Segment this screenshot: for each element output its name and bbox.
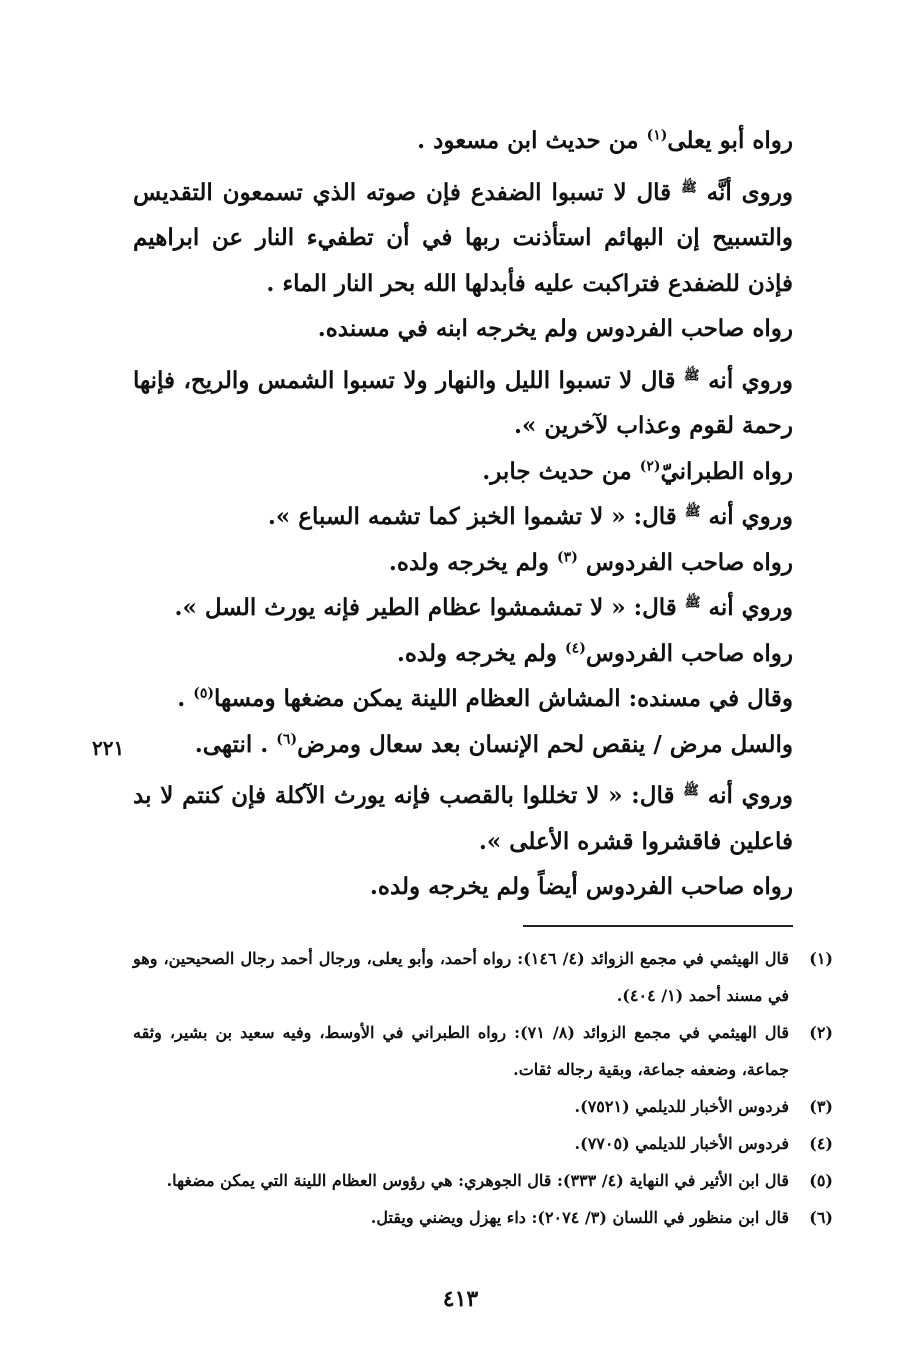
text: وروي أنه	[700, 594, 793, 621]
text: وقال في مسنده: المشاش العظام اللينة يمكن مضغها ومسها	[214, 685, 793, 712]
text: قال: « لا تشموا الخبز كما تشمه السباع ».	[267, 503, 685, 530]
salawat-glyph: ﷺ	[684, 504, 701, 520]
paragraph-5	[133, 449, 793, 495]
footnote-text: فردوس الأخبار للديلمي (٧٧٠٥).	[574, 1134, 789, 1153]
text: . انتهى.	[194, 730, 277, 758]
footnote-text: قال ابن الأثير في النهاية (٤/ ٣٣٣): قال الجوهري: هي رؤوس العظام اللينة التي يمكن مضغها.	[166, 1171, 789, 1190]
footnote-item	[133, 940, 833, 1014]
footnote-text: قال الهيثمي في مجمع الزوائد (٤/ ١٤٦): رواه أحمد، وأبو يعلى، ورجال أحمد رجال الصحيحين، وهو في مسند أحمد (١/ ٤٠٤).	[133, 949, 790, 1005]
footnote-ref-6[interactable]: (٦)	[276, 730, 298, 747]
footnote-text: قال ابن منظور في اللسان (٣/ ٢٠٧٤): داء يهزل ويضني ويقتل.	[370, 1208, 789, 1227]
paragraph-13	[133, 864, 793, 910]
text: من حديث ابن مسعود .	[417, 127, 647, 154]
footnote-ref-5[interactable]: (٥)	[193, 685, 214, 702]
text: قال لا تسبوا الضفدع فإن صوته الذي تسمعون التقديس والتسبيح إن البهائم استأذنت ربها في أن تطفيء النار عن ابراهيم فإذن للضفدع فتراكبت عليه فأبدلها الله بحر النار الماء .	[133, 178, 793, 297]
text: قال: « لا تخللوا بالقصب فإنه يورث الآكلة فإن كنتم لا بد فاعلين فاقشروا قشره الأعلى ».	[133, 782, 793, 855]
footnote-ref-4[interactable]: (٤)	[565, 639, 586, 656]
text: وروي أنه	[699, 366, 793, 394]
paragraph-7	[133, 540, 793, 586]
text: وروى أنَّه	[696, 178, 793, 206]
footnote-ref-3[interactable]: (٣)	[557, 548, 578, 565]
footnote-text: قال الهيثمي في مجمع الزوائد (٨/ ٧١): رواه الطبراني في الأوسط، وفيه سعيد بن بشير، وثقه جماعة، وضعفه جماعة، وبقية رجاله ثقات.	[133, 1023, 789, 1079]
footnote-ref-1[interactable]: (١)	[646, 127, 668, 144]
footnote-item	[133, 1162, 833, 1199]
text: وروي أنه	[698, 782, 794, 809]
text: رواه صاحب الفردوس أيضاً ولم يخرجه ولده.	[369, 873, 793, 900]
main-text-body	[133, 118, 793, 910]
page-number: ٤١٣	[442, 1286, 479, 1312]
text: رواه صاحب الفردوس ولم يخرجه ابنه في مسنده.	[317, 315, 793, 342]
footnote-item	[133, 1088, 833, 1125]
footnote-number: (٣)	[809, 1097, 833, 1116]
paragraph-6	[133, 494, 793, 540]
paragraph-8	[133, 585, 793, 631]
footnote-item	[133, 1125, 833, 1162]
text: من حديث جابر.	[482, 457, 640, 485]
paragraph-9	[133, 631, 793, 677]
footnote-number: (٦)	[809, 1208, 833, 1227]
footnote-separator	[523, 925, 793, 927]
text: رواه صاحب الفردوس	[577, 548, 793, 576]
text: ولم يخرجه ولده.	[388, 548, 558, 576]
text: والسل مرض / ينقص لحم الإنسان بعد سعال ومرض	[297, 730, 793, 758]
footnote-item	[133, 1014, 833, 1088]
text: رواه صاحب الفردوس	[585, 639, 793, 667]
margin-page-reference: ٢٢١	[92, 736, 125, 760]
text: ولم يخرجه ولده.	[396, 639, 566, 667]
text: قال لا تسبوا الليل والنهار ولا تسبوا الشمس والريح، فإنها رحمة لقوم وعذاب لآخرين ».	[133, 366, 793, 439]
text: .	[177, 685, 194, 712]
footnote-text: فردوس الأخبار للديلمي (٧٥٢١).	[574, 1097, 789, 1116]
paragraph-2	[133, 170, 793, 307]
text: رواه أبو يعلى	[667, 127, 793, 154]
salawat-glyph: ﷺ	[683, 367, 700, 383]
footnote-number: (٤)	[809, 1134, 833, 1153]
paragraph-1	[133, 118, 793, 164]
footnote-number: (٥)	[809, 1171, 833, 1190]
paragraph-12	[133, 773, 793, 864]
paragraph-3	[133, 306, 793, 352]
footnote-ref-2[interactable]: (٢)	[639, 457, 661, 474]
paragraph-4	[133, 358, 793, 449]
footnote-number: (١)	[809, 949, 833, 968]
footnotes-section	[133, 940, 833, 1236]
footnote-item	[133, 1199, 833, 1236]
text: رواه الطبرانيّ	[660, 457, 793, 485]
footnote-number: (٢)	[809, 1023, 833, 1042]
paragraph-11	[133, 722, 793, 768]
paragraph-10	[133, 676, 793, 722]
salawat-glyph: ﷺ	[683, 783, 699, 799]
text: قال: « لا تمشمشوا عظام الطير فإنه يورث السل ».	[174, 594, 685, 621]
salawat-glyph: ﷺ	[681, 179, 697, 195]
salawat-glyph: ﷺ	[684, 595, 701, 611]
text: وروي أنه	[700, 503, 793, 530]
